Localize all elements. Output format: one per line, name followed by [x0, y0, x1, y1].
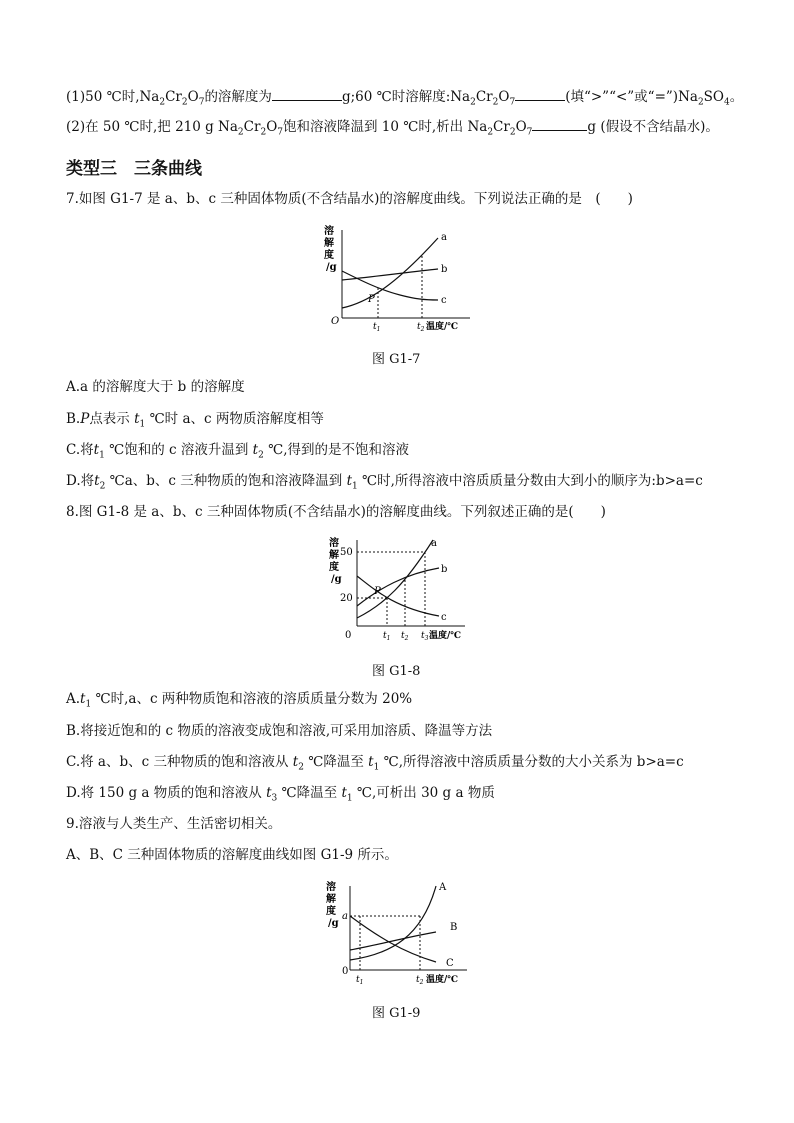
q7-option-b: B.P点表示 $t_1$ ℃时 a、c 两物质溶解度相等 [66, 411, 324, 430]
answer-blank[interactable] [272, 87, 342, 101]
x-axis-label: 温度/℃ [426, 975, 459, 985]
section-heading: 类型三 三条曲线 [66, 159, 202, 179]
figure-g1-9 [322, 876, 482, 988]
q7-option-d: D.将$t_2$ ℃a、b、c 三种物质的饱和溶液降温到 $t_1$ ℃时,所得溶液中溶质质量分数由大到小的顺序为:b>a=c [66, 473, 703, 492]
y-axis-label: 解 [329, 550, 339, 561]
y-axis-label: 解 [326, 894, 336, 905]
y-axis-label: 溶 [329, 538, 339, 549]
y-axis-label: 度 [329, 562, 339, 573]
curve-A [350, 886, 436, 960]
curve-A-label: A [439, 882, 447, 893]
q8-stem: 8.图 G1-8 是 a、b、c 三种固体物质(不含结晶水)的溶解度曲线。下列叙述正确的是( ) [66, 504, 606, 520]
origin-label: 0 [342, 966, 349, 977]
curve-c [342, 271, 438, 300]
tick-t1: $t_1$ [356, 975, 364, 986]
y-axis-label: 度 [324, 250, 334, 261]
curve-B [350, 932, 436, 950]
tick-t3: $t_3$ [421, 631, 429, 642]
tick-t2: $t_2$ [416, 975, 424, 986]
y-tick-a: a [342, 911, 348, 922]
curve-c-label: c [441, 612, 447, 623]
x-axis-label: 温度/℃ [426, 322, 459, 332]
q8-option-a: $A.t_1$ ℃时,a、c 两种物质饱和溶液的溶质质量分数为 20% [66, 691, 413, 710]
y-axis-label: /g [326, 262, 337, 273]
curve-c-label: c [441, 295, 447, 306]
answer-blank[interactable] [532, 117, 587, 131]
figure-g1-7 [320, 222, 480, 334]
answer-blank[interactable] [515, 87, 565, 101]
tick-t1: $t_1$ [383, 631, 391, 642]
q9-stem: 9.溶液与人类生产、生活密切相关。 [66, 816, 282, 832]
curve-C-label: C [446, 958, 454, 969]
y-axis-label: 溶 [324, 226, 334, 237]
q6-part2: (2)在 50 ℃时,把 210 g $Na_2Cr_2O_7$饱和溶液降温到 10 ℃时,析出 $Na_2Cr_2O_7$ g (假设不含结晶水)。 [66, 119, 719, 138]
q9-line2: A、B、C 三种固体物质的溶解度曲线如图 G1-9 所示。 [66, 847, 398, 863]
curve-B-label: B [450, 922, 458, 933]
q7-option-c: C.将$t_1$ ℃饱和的 c 溶液升温到 $t_2$ ℃,得到的是不饱和溶液 [66, 442, 410, 461]
figure-caption: 图 G1-8 [372, 664, 421, 679]
q6-part1: (1)50 ℃时$,Na_2Cr_2O_7$的溶解度为 g;60 ℃时溶解度$:Na_2Cr_2O_7$ (填“>”“<”或“$=”)Na_2SO_4$。 [66, 89, 744, 108]
figure-g1-8 [325, 534, 475, 646]
q8-option-b: B.将接近饱和的 c 物质的溶液变成饱和溶液,可采用加溶质、降温等方法 [66, 723, 493, 739]
curve-b-label: b [441, 564, 448, 575]
q7-option-a: A.a 的溶解度大于 b 的溶解度 [66, 379, 245, 395]
tick-t1: $t_1$ [373, 322, 381, 333]
figure-caption: 图 G1-7 [372, 352, 421, 367]
curve-a-label: a [441, 232, 447, 243]
q7-stem: 7.如图 G1-7 是 a、b、c 三种固体物质(不含结晶水)的溶解度曲线。下列说法正确的是 ( ) [66, 191, 633, 207]
tick-t2: $t_2$ [417, 322, 425, 333]
y-axis-label: 解 [324, 238, 334, 249]
tick-t2: $t_2$ [401, 631, 409, 642]
origin-label: 0 [345, 630, 352, 641]
curve-a-label: a [431, 538, 437, 549]
q8-option-d: D.将 150 g a 物质的饱和溶液从 $t_3$ ℃降温至 $t_1$ ℃,可析出 30 g a 物质 [66, 785, 495, 804]
y-axis-label: /g [331, 574, 342, 585]
curve-c [357, 576, 439, 616]
point-p-label: P [368, 294, 375, 305]
y-axis-label: 溶 [326, 882, 336, 893]
y-tick-20: 20 [340, 593, 353, 604]
curve-C [350, 916, 436, 962]
curve-a [342, 238, 438, 308]
curve-b-label: b [441, 264, 448, 275]
q8-option-c: C.将 a、b、c 三种物质的饱和溶液从 $t_2$ ℃降温至 $t_1$ ℃,所得溶液中溶质质量分数的大小关系为 b>a=c [66, 754, 684, 773]
origin-label: O [331, 316, 340, 327]
y-axis-label: /g [328, 918, 339, 929]
y-axis-label: 度 [326, 906, 336, 917]
x-axis-label: 温度/℃ [429, 631, 462, 641]
point-p-label: P [374, 586, 381, 597]
y-tick-50: 50 [340, 547, 353, 558]
figure-caption: 图 G1-9 [372, 1006, 421, 1021]
